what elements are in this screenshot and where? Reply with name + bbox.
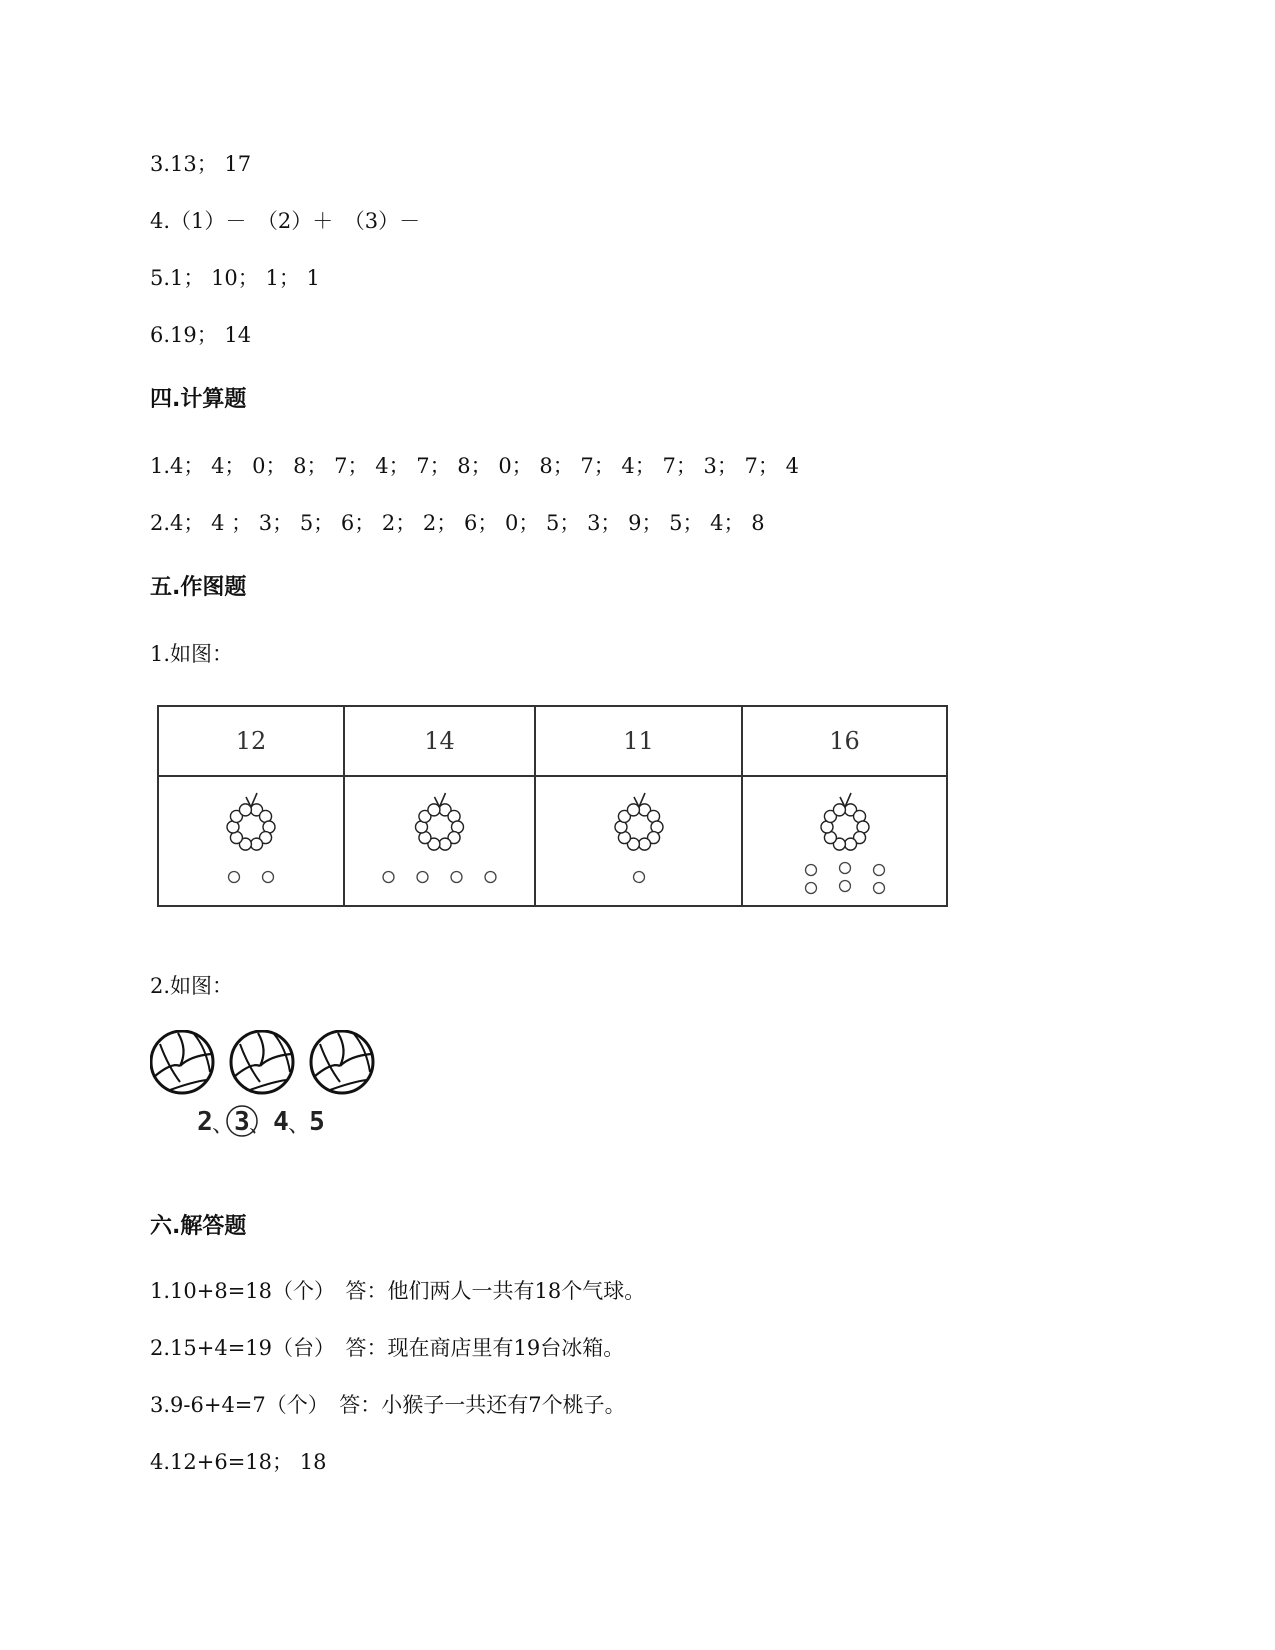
- sequence-number: 2: [197, 1107, 213, 1137]
- volleyball-icon: [231, 1031, 293, 1093]
- extra-bead: [839, 863, 850, 874]
- volleyball-icon: [151, 1031, 213, 1093]
- extra-bead: [417, 872, 428, 883]
- ring-bead: [844, 838, 856, 850]
- ring-bead: [428, 804, 440, 816]
- bead-count-table: [157, 705, 948, 907]
- word-problem-answer-4: 4.12+6=18； 18: [150, 1450, 327, 1474]
- extra-bead: [485, 872, 496, 883]
- ring-bead: [833, 804, 845, 816]
- answer-line-4: 4.（1）－ （2）＋ （3）－: [150, 209, 421, 233]
- answer-line-3: 3.13； 17: [150, 152, 252, 176]
- calc-answer-2: 2.4； 4 ； 3； 5； 6； 2； 2； 6； 0； 5； 3； 9； 5； 4； 8: [150, 511, 765, 535]
- extra-bead: [633, 872, 644, 883]
- table-number-cell: 12: [158, 706, 344, 776]
- volleyball-icon: [311, 1031, 373, 1093]
- table-number-cell: 11: [535, 706, 742, 776]
- extra-bead: [805, 865, 816, 876]
- bead-picture-cell: [158, 776, 344, 906]
- extra-bead: [263, 872, 274, 883]
- word-problem-answer-3: 3.9-6+4=7（个） 答：小猴子一共还有7个桃子。: [150, 1393, 626, 1417]
- volleyballs-figure: [150, 1030, 410, 1150]
- drawing-item-1-label: 1.如图：: [150, 642, 234, 666]
- section-heading-drawing: 五.作图题: [150, 575, 247, 600]
- bead-picture-cell: [742, 776, 947, 906]
- ring-bead: [627, 804, 639, 816]
- bead-string-picture: [745, 777, 945, 901]
- extra-bead: [451, 872, 462, 883]
- extra-bead: [383, 872, 394, 883]
- extra-bead: [229, 872, 240, 883]
- ring-bead: [439, 838, 451, 850]
- table-number-cell: 14: [344, 706, 535, 776]
- extra-bead: [873, 865, 884, 876]
- sequence-separator: 、: [248, 1113, 272, 1138]
- ring-bead: [638, 838, 650, 850]
- drawing-item-2-label: 2.如图：: [150, 974, 234, 998]
- sequence-number: 5: [309, 1107, 325, 1137]
- ring-bead: [251, 838, 263, 850]
- word-problem-answer-1: 1.10+8=18（个） 答：他们两人一共有18个气球。: [150, 1279, 646, 1303]
- answer-line-5: 5.1； 10； 1； 1: [150, 266, 320, 290]
- ring-bead: [239, 804, 251, 816]
- section-heading-word-problems: 六.解答题: [150, 1214, 247, 1239]
- answer-line-6: 6.19； 14: [150, 323, 252, 347]
- calc-answer-1: 1.4； 4； 0； 8； 7； 4； 7； 8； 0； 8； 7； 4； 7； 3； 7； 4: [150, 454, 799, 478]
- bead-string-picture: [161, 777, 341, 901]
- sequence-number: 4: [273, 1107, 289, 1137]
- extra-bead: [873, 883, 884, 894]
- section-heading-calculation: 四.计算题: [150, 387, 247, 412]
- bead-picture-cell: [344, 776, 535, 906]
- sequence-separator: 、: [211, 1113, 235, 1138]
- table-number-cell: 16: [742, 706, 947, 776]
- bead-picture-cell: [535, 776, 742, 906]
- word-problem-answer-2: 2.15+4=19（台） 答：现在商店里有19台冰箱。: [150, 1336, 625, 1360]
- bead-string-picture: [347, 777, 532, 901]
- sequence-separator: 、: [287, 1113, 311, 1138]
- bead-string-picture: [539, 777, 739, 901]
- sequence-number: 3: [234, 1107, 250, 1137]
- extra-bead: [805, 883, 816, 894]
- extra-bead: [839, 881, 850, 892]
